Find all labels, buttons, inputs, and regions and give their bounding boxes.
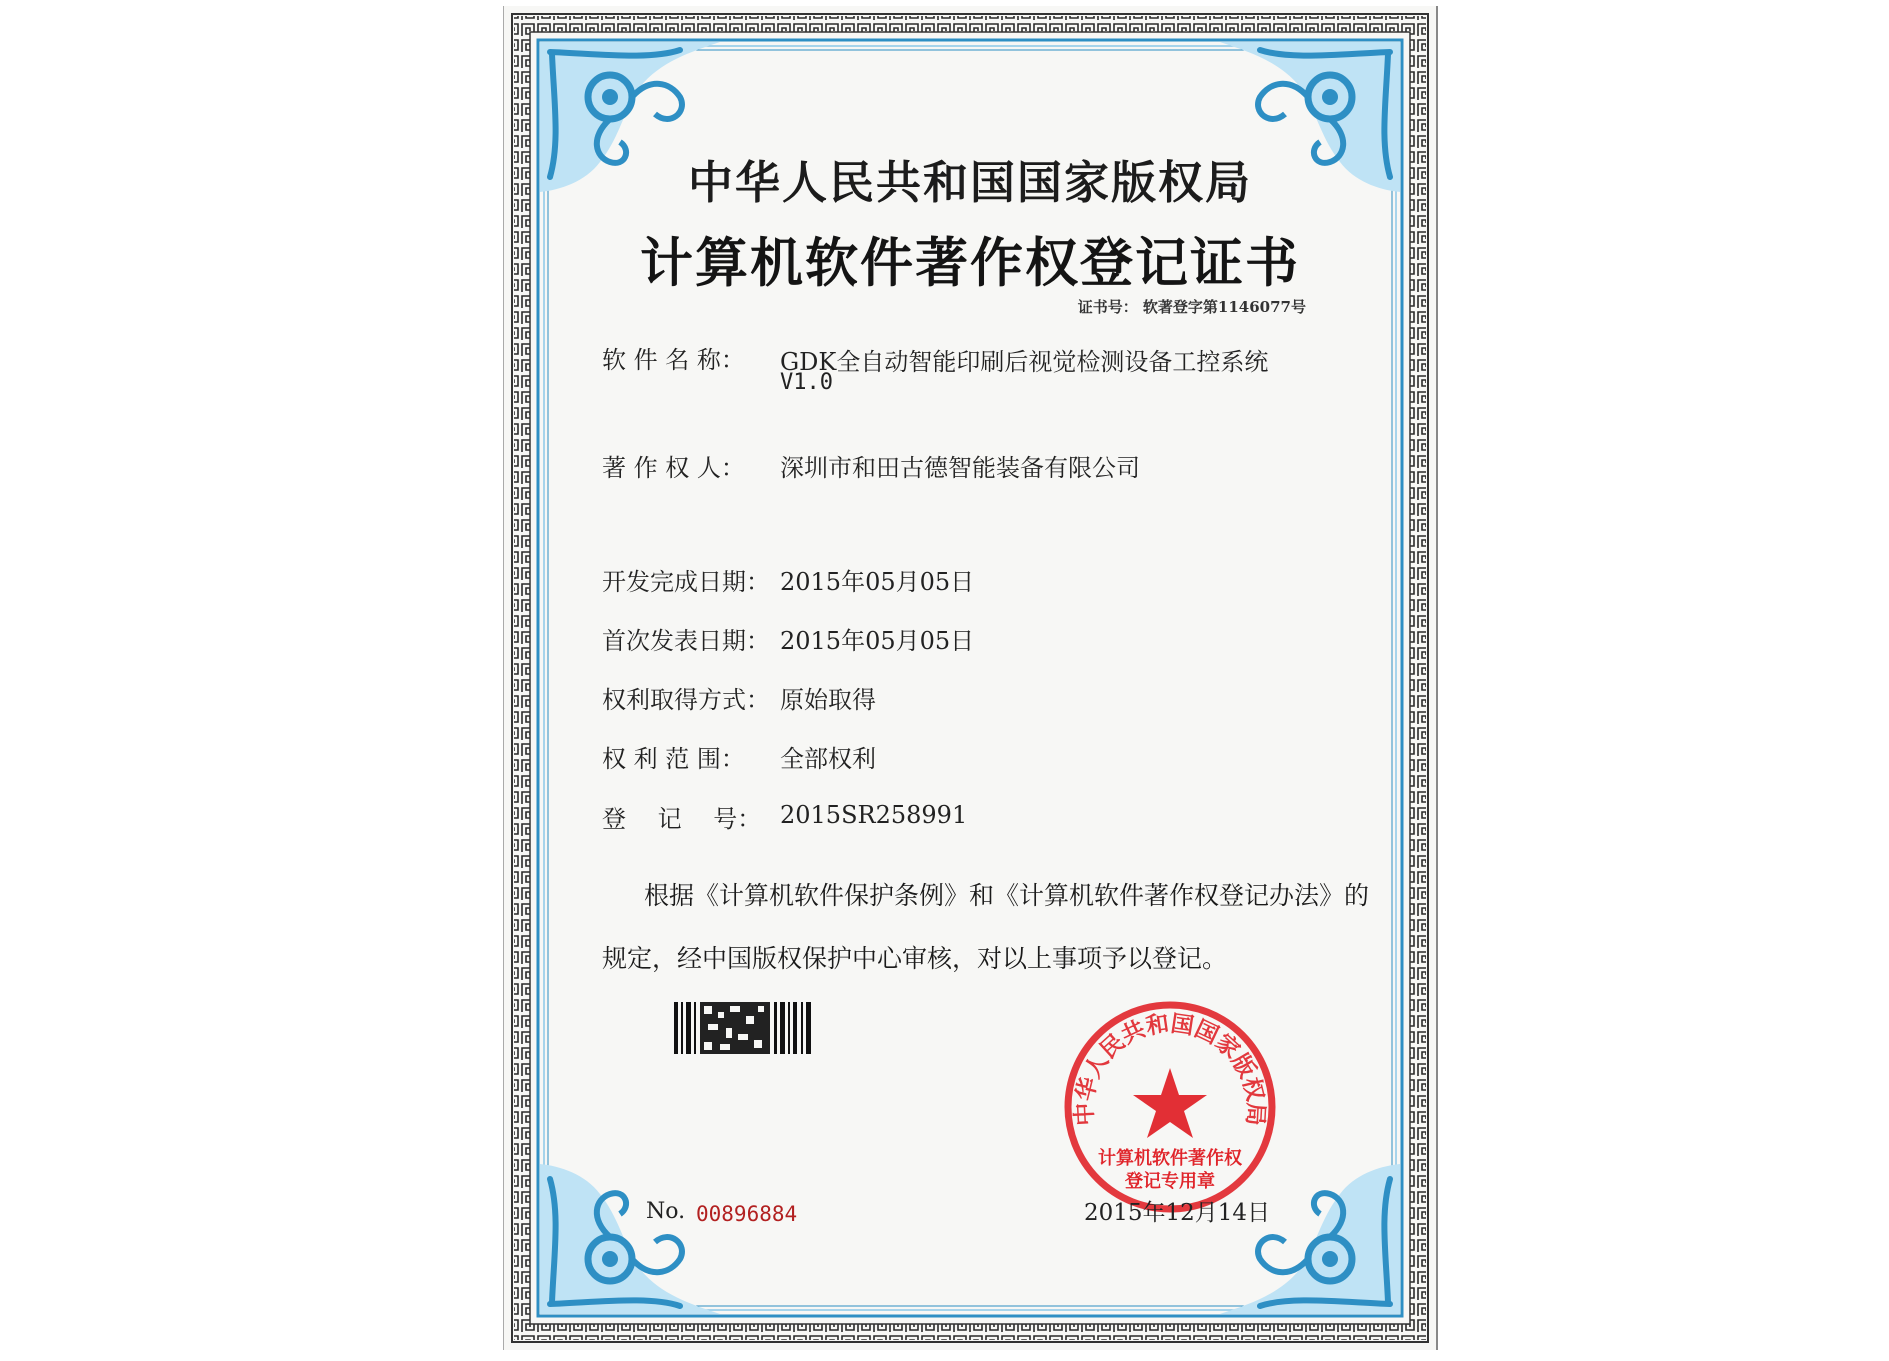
pub-date-value: 2015年05月05日: [780, 627, 975, 655]
owner-label: 著 作 权 人：: [602, 454, 745, 482]
owner-value: 深圳市和田古德智能装备有限公司: [780, 454, 1140, 482]
barcode-icon: [674, 1002, 814, 1054]
dev-date-value: 2015年05月05日: [780, 568, 975, 596]
seal-outer-text: 中华人民共和国国家版权局: [1071, 1010, 1269, 1127]
dev-date-label: 开发完成日期：: [602, 568, 770, 596]
legal-basis-line1: 根据《计算机软件保护条例》和《计算机软件著作权登记办法》的: [644, 881, 1370, 910]
legal-basis-line2: 规定，经中国版权保护中心审核，对以上事项予以登记。: [602, 944, 1228, 973]
official-seal: [1059, 996, 1281, 1218]
software-name-value: GDK全自动智能印刷后视觉检测设备工控系统: [780, 348, 1269, 376]
seal-inner-line2: 登记专用章: [1125, 1171, 1215, 1192]
acquire-method-value: 原始取得: [780, 686, 876, 714]
software-name-label: 软 件 名 称：: [602, 346, 745, 374]
pub-date-label: 首次发表日期：: [602, 627, 770, 655]
issue-date: 2015年12月14日: [1084, 1200, 1271, 1226]
certificate-title: 计算机软件著作权登记证书: [640, 232, 1300, 294]
certificate-number: 证书号： 软著登字第1146077号: [1077, 298, 1306, 316]
serial-label: No.: [646, 1199, 686, 1224]
issuer-title: 中华人民共和国国家版权局: [687, 156, 1252, 209]
seal-inner-line1: 计算机软件著作权: [1098, 1148, 1242, 1169]
star-icon: [1133, 1068, 1207, 1138]
registration-number-label: 登 记 号：: [602, 805, 762, 833]
registration-number-value: 2015SR258991: [780, 801, 968, 829]
acquire-method-label: 权利取得方式：: [602, 686, 770, 714]
certificate: [504, 6, 1436, 1350]
serial-number: 00896884: [696, 1202, 798, 1226]
scroll-ornament-icon: [540, 1164, 720, 1314]
rights-scope-value: 全部权利: [780, 745, 876, 773]
software-version-value: V1.0: [780, 370, 833, 395]
rights-scope-label: 权 利 范 围：: [602, 745, 745, 773]
